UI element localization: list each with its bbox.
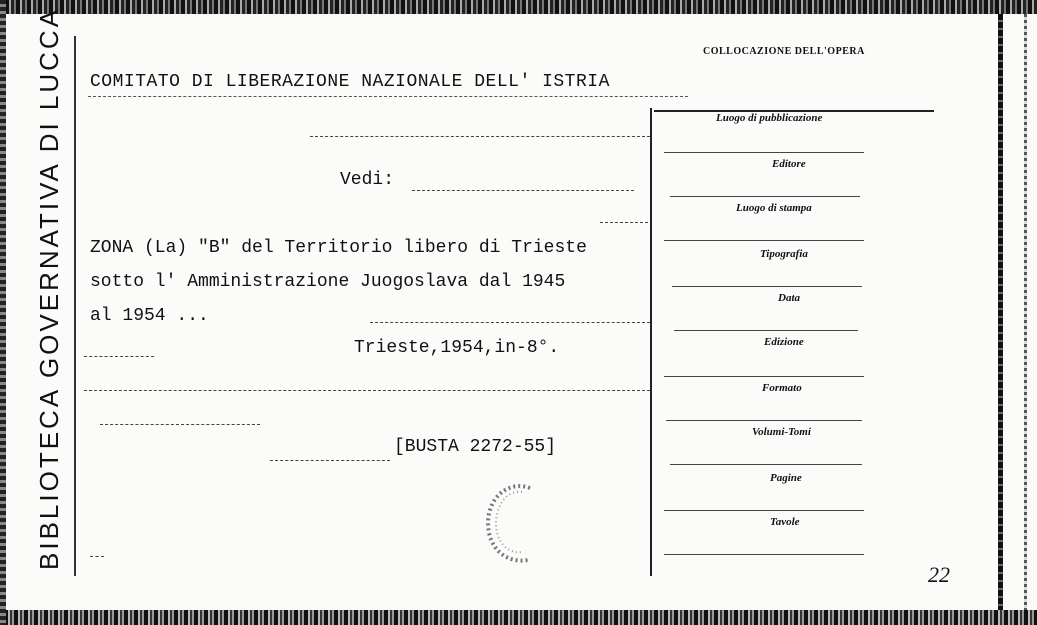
field-formato: Formato [762, 382, 802, 394]
scan-edge-left [0, 0, 6, 625]
field-rule [664, 240, 864, 241]
field-tavole: Tavole [770, 516, 800, 528]
guide-line [270, 460, 390, 461]
field-rule [674, 330, 858, 331]
see-label: Vedi: [340, 170, 395, 190]
title-line-1: ZONA (La) "B" del Territorio libero di Trieste [90, 238, 587, 258]
author-heading: COMITATO DI LIBERAZIONE NAZIONALE DELL' ISTRIA [90, 72, 610, 92]
field-editore: Editore [772, 158, 806, 170]
shelfmark: [BUSTA 2272-55] [394, 437, 557, 457]
field-data: Data [778, 292, 800, 304]
publication-info: Trieste,1954,in-8°. [354, 338, 560, 358]
field-rule [664, 376, 864, 377]
scan-edge-right-outer [1024, 14, 1027, 610]
library-stamp: BIBLIOTECA GOVERNATIVA DI LUCCA [34, 6, 64, 570]
guide-line [90, 556, 104, 557]
scan-edge-bottom [0, 610, 1037, 625]
title-line-3: al 1954 ... [90, 306, 209, 326]
collocazione-column-rule [650, 108, 652, 576]
page-number: 22 [928, 562, 950, 587]
stamp-mark [478, 478, 548, 568]
scan-edge-right [998, 14, 1003, 610]
guide-line [370, 322, 650, 323]
left-margin-rule [74, 36, 76, 576]
field-rule [664, 510, 864, 511]
guide-line [412, 190, 634, 191]
field-volumi-tomi: Volumi-Tomi [752, 426, 811, 438]
field-luogo-stampa: Luogo di stampa [736, 202, 812, 214]
guide-line [100, 424, 260, 425]
field-rule [670, 196, 860, 197]
field-rule [672, 286, 862, 287]
field-rule [664, 554, 864, 555]
field-pagine: Pagine [770, 472, 802, 484]
field-rule [664, 152, 864, 153]
guide-line [84, 356, 154, 357]
guide-line [84, 390, 650, 391]
author-underline [88, 96, 688, 98]
field-rule [670, 464, 862, 465]
guide-line [310, 136, 650, 137]
field-rule [666, 420, 862, 421]
scan-edge-top [0, 0, 1037, 14]
field-luogo-pubblicazione: Luogo di pubblicazione [716, 112, 823, 124]
field-edizione: Edizione [764, 336, 804, 348]
field-tipografia: Tipografia [760, 248, 808, 260]
guide-line [600, 222, 648, 223]
collocazione-header: COLLOCAZIONE DELL'OPERA [703, 46, 865, 57]
title-line-2: sotto l' Amministrazione Juogoslava dal 1945 [90, 272, 566, 292]
